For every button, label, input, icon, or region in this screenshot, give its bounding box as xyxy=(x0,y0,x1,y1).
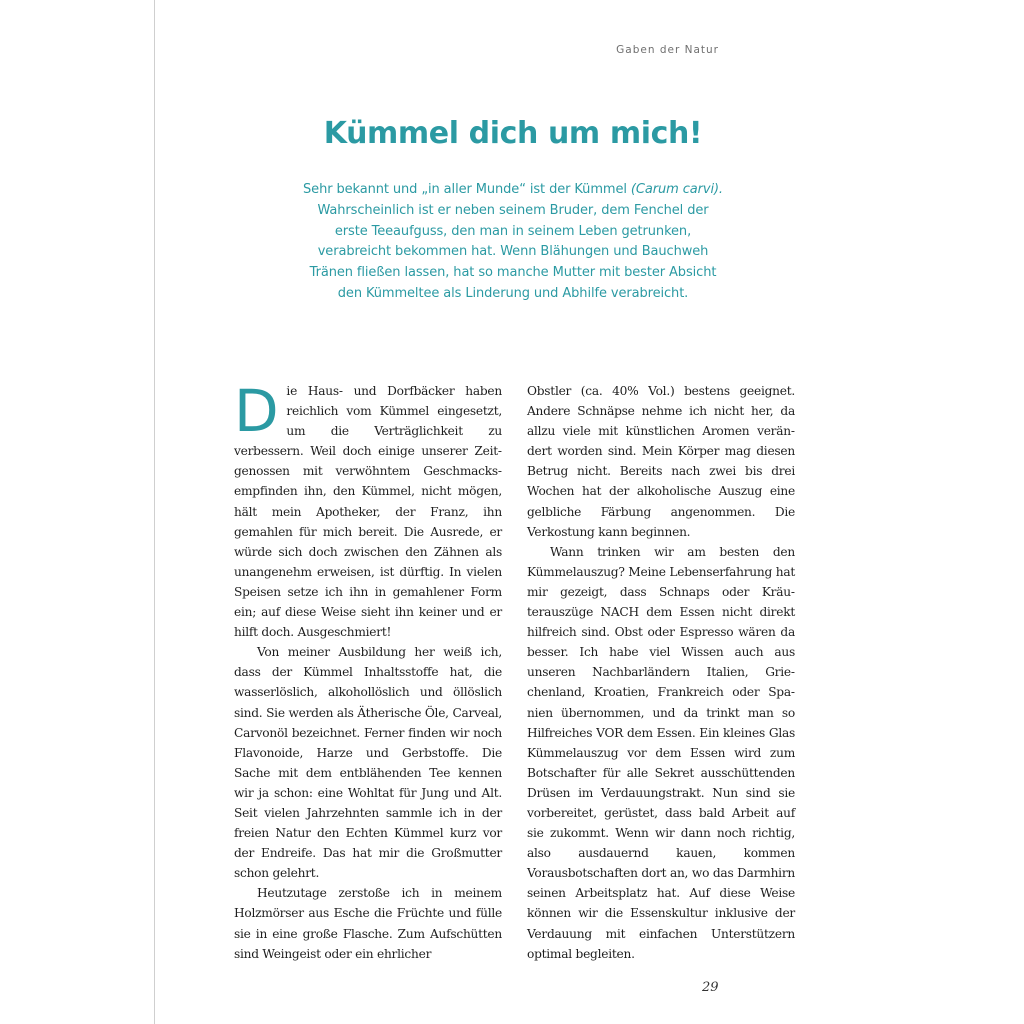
page-edge-line xyxy=(154,0,155,1024)
drop-cap: D xyxy=(234,377,279,445)
lead-text-part2: Wahrscheinlich ist er neben seinem Bruder, dem Fenchel der erste Teeaufguss, den man in seinem Leben getrunken, verabreicht bekommen hat. Wenn Blähungen und Bauchweh Tränen fließen lassen, hat so manche Mutter mit bester Absicht den Kümmeltee als Linderung und Abhilfe verabreicht. xyxy=(309,202,717,301)
running-head: Gaben der Natur xyxy=(616,44,719,56)
body-paragraph-1-text: ie Haus- und Dorfbäcker haben reichlich vom Kümmel eingesetzt, um die Verträglichkeit zu verbessern. Weil doch einige unserer Zeitgenossen mit verwöhntem Geschmacksempfinden ihn, den Kümmel, nicht mögen, hält mein Apotheker, der Franz, ihn gemahlen für mich bereit. Die Ausrede, er würde sich doch zwischen den Zähnen als unangenehm erweisen, ist dürftig. In vielen Speisen setze ich ihn in gemahlener Form ein; auf diese Weise sieht ihn keiner und er hilft doch. Ausgeschmiert! xyxy=(234,384,502,640)
body-paragraph-1 xyxy=(234,377,502,642)
page-title: Kümmel dich um mich! xyxy=(323,116,703,151)
body-paragraph-3: Heutzutage zerstoße ich in meinem Holzmörser aus Esche die Früchte und fülle sie in eine große Flasche. Zum Aufschütten sind Weingeist oder ein ehrlicher xyxy=(234,886,502,961)
text-column-right xyxy=(527,381,795,964)
page-number: 29 xyxy=(702,980,719,995)
text-column-left xyxy=(234,377,502,964)
body-paragraph-4: Obstler (ca. 40% Vol.) bestens geeignet. Andere Schnäpse nehme ich nicht her, da allzu viele mit künstlichen Aromen verändert worden sind. Mein Körper mag diesen Betrug nicht. Bereits nach zwei bis drei Wochen hat der alkoholische Auszug eine gelbliche Färbung angenommen. Die Verkostung kann beginnen. xyxy=(527,384,795,539)
lead-latin-name: (Carum carvi). xyxy=(630,182,723,197)
body-paragraph-2: Von meiner Ausbildung her weiß ich, dass der Kümmel Inhaltsstoffe hat, die wasserlöslich, alkohollöslich und öllöslich sind. Sie werden als Ätherische Öle, Carveal, Carvonöl bezeichnet. Ferner finden wir noch Flavonoide, Harze und Gerbstoffe. Die Sache mit dem entblähenden Tee kennen wir ja schon: eine Wohltat für Jung und Alt. Seit vielen Jahrzehnten sammle ich in der freien Natur den Echten Kümmel kurz vor der Endreife. Das hat mir die Großmutter schon gelehrt. xyxy=(234,645,502,881)
lead-text-part1: Sehr bekannt und „in aller Munde“ ist der Kümmel xyxy=(303,182,631,197)
body-paragraph-5: Wann trinken wir am besten den Kümmelauszug? Meine Lebenserfahrung hat mir gezeigt, dass Schnaps oder Kräuterauszüge NACH dem Essen nicht direkt hilfreich sind. Obst oder Espresso wären da besser. Ich habe viel Wissen auch aus unseren Nachbarländern Italien, Griechenland, Kroatien, Frankreich oder Spanien übernommen, und da trinkt man so Hilfreiches VOR dem Essen. Ein kleines Glas Kümmelauszug vor dem Essen wird zum Botschafter für alle Sekret ausschüttenden Drüsen im Verdauungstrakt. Nun sind sie vorbereitet, gerüstet, dass bald Arbeit auf sie zukommt. Wenn wir dann noch richtig, also ausdauernd kauen, kommen Vorausbotschaften dort an, wo das Darmhirn seinen Arbeitsplatz hat. Auf diese Weise können wir die Essenskultur inklusive der Verdauung mit einfachen Unterstützern optimal begleiten. xyxy=(527,544,795,961)
lead-paragraph xyxy=(300,180,726,305)
